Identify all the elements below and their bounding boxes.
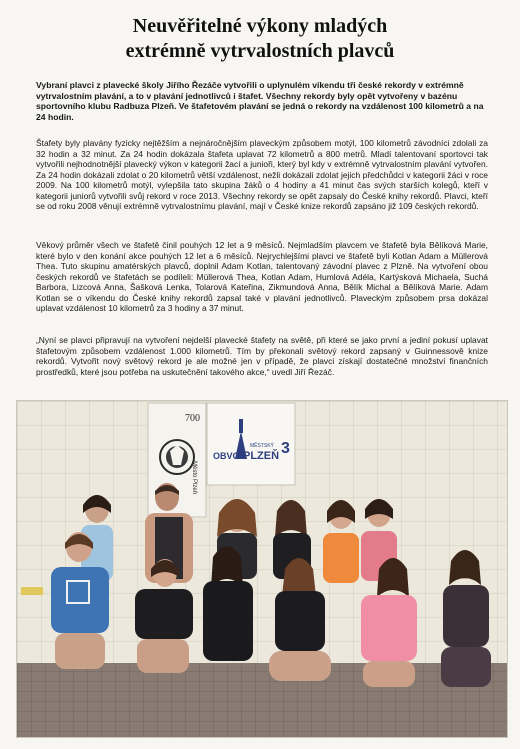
team-photo xyxy=(16,400,508,738)
banner-label-bottom: PLZEŇ xyxy=(243,450,280,462)
banner-number: 700 xyxy=(185,413,200,424)
body-paragraph-2: Věkový průměr všech ve štafetě činil pouhých 12 let a 9 měsíců. Nejmladším plavcem ve štafetě byla Bělíková Marie, které bylo v den konání akce pouhých 12 let a 6 měsíců. Nejrychlejšími plavci ve štafetě byli Kotlan Adam a Müllerová Thea. Tuto skupinu amatérských plavců, doplnil Adam Kotlan, talentovaný závodní plavec z Plzně. Na vytvoření obou českých rekordů ve štafetách se podíleli: Müllerová Thea, Kotlan Adam, Humlová Adéla, Kartýsková Michaela, Suchá Barbora, Lizcová Anna, Šašková Lenka, Tolarová Kateřina, Zikmundová Anna, Bělík Michal a Bělíková Marie. Adam Kotlan se o víkendu do České knihy rekordů zapsal také v plavání jednotlivců. Plaveckým způsobem prsa dokázal uplavat vzdálenost 10 kilometrů za 3 hodiny a 37 minut. xyxy=(36,240,488,314)
banner-label-top: OBVOD xyxy=(213,451,247,461)
lead-paragraph: Vybraní plavci z plavecké školy Jiřího Řezáče vytvořili o uplynulém víkendu tři české rekordy v extrémně vytrvalostním plavání, a to v plavání jednotlivců i štafet. Všechny rekordy byly opět vytvořeny v bazénu sportovního klubu Radbuza Plzeň. Ve štafetovém plavání se jedná o rekordy na vzdálenost 100 kilometrů a na 24 hodin. xyxy=(36,80,484,122)
tiled-floor xyxy=(17,663,507,737)
article-title xyxy=(20,14,500,64)
banner-number-3: 3 xyxy=(281,440,290,457)
body-paragraph-3: „Nyní se plavci připravují na vytvoření nejdelší plavecké štafety na světě, při které se jako první a jediní pokusí uplavat štafetovým způsobem vzdálenost 1.000 kilometrů. Tím by překonali světový rekord zapsaný v Guinnessově knize rekordů. Vytvořit nový světový rekord je ale možné jen v případě, že plavci získají dostatečné množství finančních prostředků, které jsou potřeba na uskutečnění takového akce,“ uvedl Jiří Řezáč. xyxy=(36,335,488,377)
district-banner xyxy=(207,403,295,485)
team-photo-illustration xyxy=(17,401,507,737)
title-line-2: extrémně vytrvalostních plavců xyxy=(125,40,395,62)
person xyxy=(323,500,359,583)
side-object xyxy=(21,587,43,595)
body-paragraph-1: Štafety byly plavány fyzicky nejtěžším a nejnáročnějším plaveckým způsobem motýl, 100 kilometrů závodníci zdolali za 32 hodin a 32 minut. Za 24 hodin dokázala štafeta uplavat 72 kilometrů a 800 metrů. Mladí talentovaní sportovci tak vytvořili nejhodnotnější plavecký výkon v kategorii žací a junioři, který byl kdy v extrémně vytrvalostním plavání vytvořen. Za 24 hodin dokázali zdolat o 20 kilometrů větší vzdálenost, nežli dokázali zdolat jejich předchůdci v kategorii žáci v roce 2009. Na 100 kilometrů motýl, vylepšila tato skupina žáků o 4 hodiny a 41 minut čas svých starších kolegů, kteří v kategorii juniorů vytvořili svůj rekord v roce 2013. Všechny rekordy se opět zapsaly do České knihy rekordů. Plavci, kteří se od roku 2008 věnují extrémně vytrvalostnímu plavání, mají v České knize rekordů zapsáno již 109 českých rekordů. xyxy=(36,138,488,212)
banner-text: Město Plzeň xyxy=(191,461,197,495)
banner-small-label: MĚSTSKÝ xyxy=(250,443,274,449)
title-line-1: Neuvěřitelné výkony mladých xyxy=(132,15,388,37)
